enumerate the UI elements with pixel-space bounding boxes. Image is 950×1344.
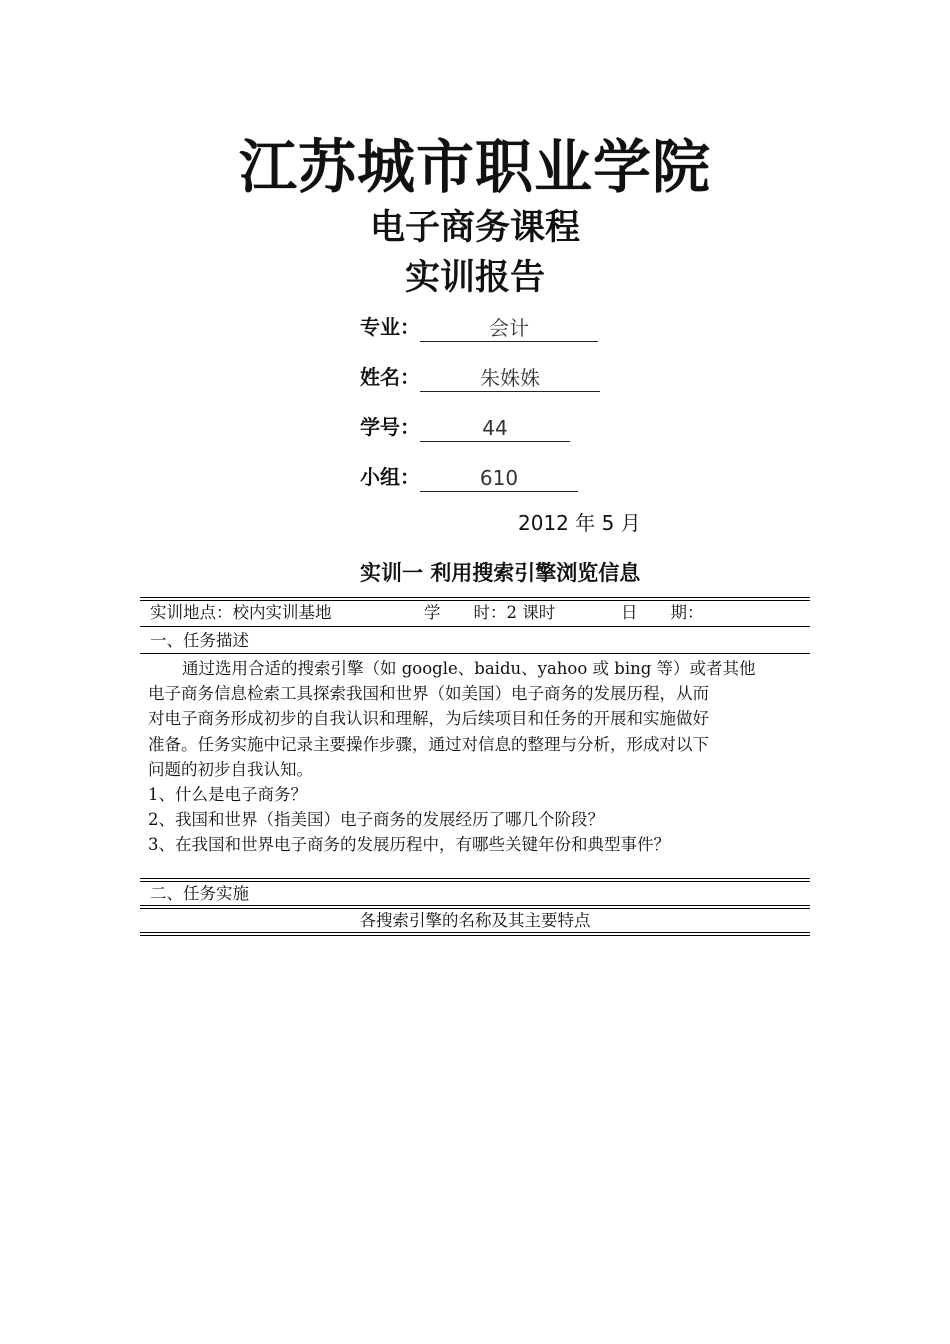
field-name-label: 姓名： — [360, 365, 420, 389]
search-engine-table-caption: 各搜索引擎的名称及其主要特点 — [359, 911, 591, 930]
table-rule-5 — [140, 932, 810, 936]
section-title: 实训一 利用搜索引擎浏览信息 — [360, 561, 641, 585]
table-rule-1 — [140, 626, 810, 627]
field-group — [360, 462, 578, 492]
report-title: 实训报告 — [404, 258, 545, 298]
course-title: 电子商务课程 — [369, 208, 580, 248]
paragraph-line: 准备。任务实施中记录主要操作步骤，通过对信息的整理与分析，形成对以下 — [148, 734, 709, 754]
report-date: 2012 年 5 月 — [518, 511, 641, 535]
field-group-label: 小组： — [360, 465, 420, 489]
question-item: 1、什么是电子商务？ — [148, 785, 307, 805]
field-major-value: 会计 — [420, 315, 598, 342]
field-student-id — [360, 412, 570, 442]
paragraph-line: 通过选用合适的搜索引擎（如 google、baidu、yahoo 或 bing 等）或者其他 — [182, 659, 756, 678]
field-student-id-label: 学号： — [360, 415, 420, 439]
info-date: 日 期： — [621, 603, 704, 622]
task-description-heading: 一、任务描述 — [150, 631, 249, 650]
paragraph-line: 对电子商务形成初步的自我认识和理解，为后续项目和任务的开展和实施做好 — [148, 709, 709, 729]
paragraph-line: 电子商务信息检索工具探索我国和世界（如美国）电子商务的发展历程，从而 — [148, 684, 709, 704]
task-description-paragraph — [148, 656, 808, 858]
field-major-label: 专业： — [360, 315, 420, 339]
field-name — [360, 362, 600, 392]
field-student-id-value: 44 — [420, 415, 570, 442]
task-implementation-heading: 二、任务实施 — [150, 884, 249, 903]
question-item: 3、在我国和世界电子商务的发展历程中，有哪些关键年份和典型事件？ — [148, 835, 670, 855]
paragraph-line: 问题的初步自我认知。 — [148, 759, 313, 779]
school-title: 江苏城市职业学院 — [238, 133, 711, 201]
field-name-value: 朱姝姝 — [420, 365, 600, 392]
field-major — [360, 312, 598, 342]
info-hours: 学 时：2 课时 — [424, 603, 556, 622]
question-item: 2、我国和世界（指美国）电子商务的发展经历了哪几个阶段？ — [148, 810, 604, 830]
info-location: 实训地点：校内实训基地 — [150, 603, 332, 622]
table-rule-2 — [140, 653, 810, 654]
field-group-value: 610 — [420, 465, 578, 492]
